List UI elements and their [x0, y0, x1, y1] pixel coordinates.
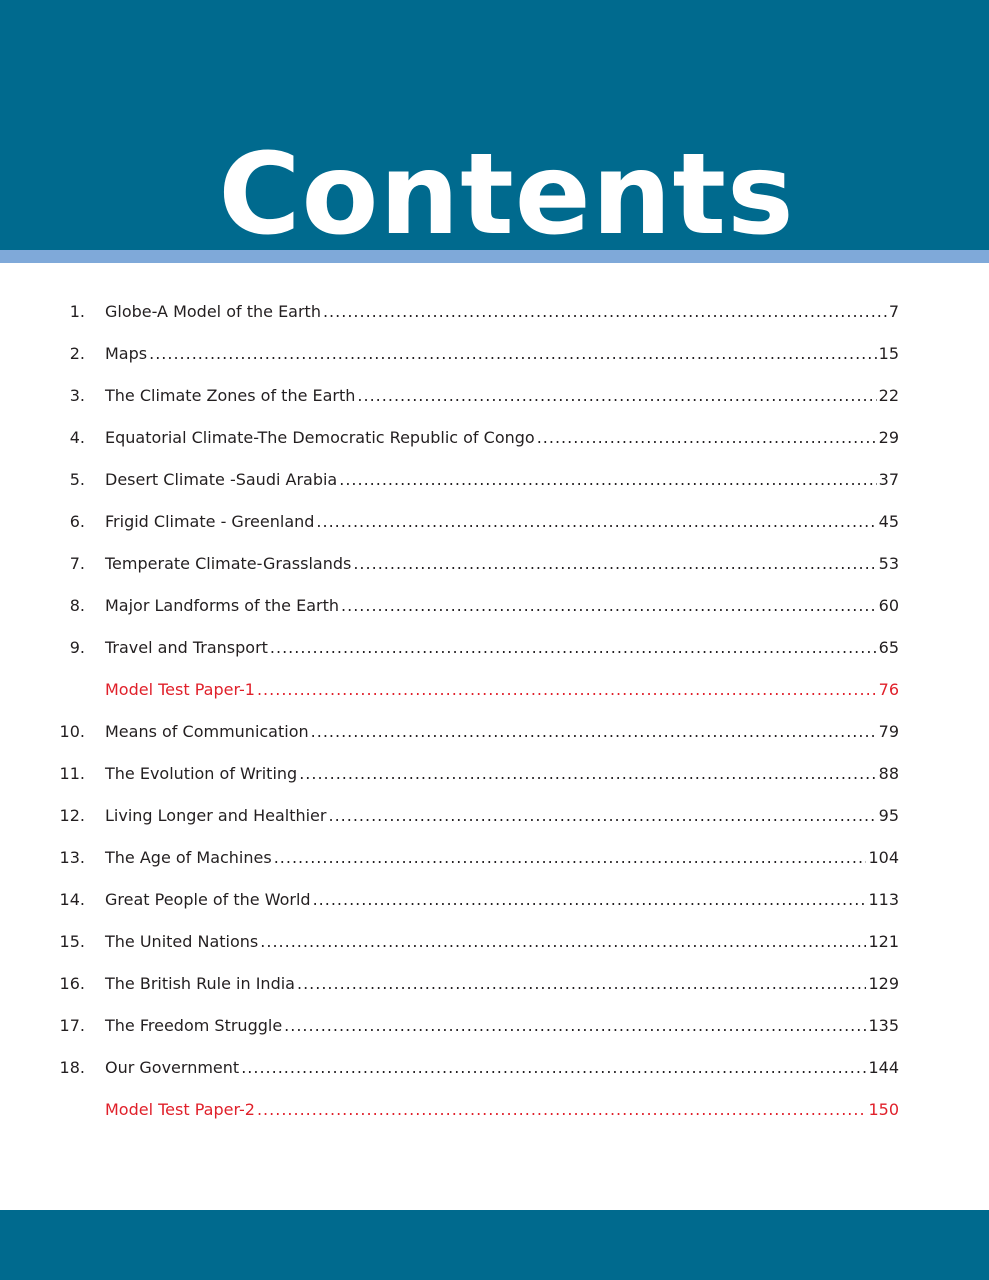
- toc-entry-title: Our Government: [105, 1057, 240, 1077]
- toc-entry-number: 1.: [69, 301, 85, 321]
- toc-entry-number: 10.: [59, 721, 85, 741]
- toc-entry-body: [105, 512, 899, 531]
- dot-leader: [299, 764, 876, 783]
- dot-leader: [241, 1058, 866, 1077]
- toc-entry-number: 18.: [59, 1057, 85, 1077]
- toc-entry[interactable]: [0, 584, 989, 626]
- toc-entry-title: Living Longer and Healthier: [105, 805, 327, 825]
- dot-leader: [316, 512, 876, 531]
- toc-entry-number: 11.: [59, 763, 85, 783]
- toc-entry-body: [105, 302, 899, 321]
- toc-entry[interactable]: [0, 878, 989, 920]
- toc-entry[interactable]: [0, 374, 989, 416]
- toc-entry[interactable]: [0, 962, 989, 1004]
- dot-leader: [353, 554, 876, 573]
- dot-leader: [323, 302, 887, 321]
- toc-entry-number: 6.: [69, 511, 85, 531]
- footer-band: [0, 1210, 989, 1280]
- toc-entry-page: 22: [878, 385, 899, 405]
- toc-entry-page: 37: [878, 469, 899, 489]
- toc-entry-body: [105, 806, 899, 825]
- dot-leader: [260, 932, 866, 951]
- dot-leader: [257, 1100, 866, 1119]
- toc-entry-body: [105, 764, 899, 783]
- toc-test-entry[interactable]: [0, 1088, 989, 1130]
- dot-leader: [357, 386, 876, 405]
- toc-entry-page: 45: [878, 511, 899, 531]
- toc-entry-title: Frigid Climate - Greenland: [105, 511, 315, 531]
- toc-entry[interactable]: [0, 836, 989, 878]
- toc-entry-title: Model Test Paper-1: [105, 679, 255, 699]
- toc-entry-body: [105, 596, 899, 615]
- toc-entry-body: [105, 1100, 899, 1119]
- toc-entry-page: 135: [868, 1015, 899, 1035]
- toc-entry-number: 12.: [59, 805, 85, 825]
- toc-entry-page: 113: [868, 889, 899, 909]
- toc-entry-number: 14.: [59, 889, 85, 909]
- dot-leader: [297, 974, 866, 993]
- toc-entry-page: 121: [868, 931, 899, 951]
- toc-test-entry[interactable]: [0, 668, 989, 710]
- toc-entry-title: Desert Climate -Saudi Arabia: [105, 469, 338, 489]
- toc-entry-body: [105, 848, 899, 867]
- toc-entry-title: The United Nations: [105, 931, 259, 951]
- toc-entry-title: Model Test Paper-2: [105, 1099, 255, 1119]
- toc-entry[interactable]: [0, 710, 989, 752]
- toc-entry-body: [105, 932, 899, 951]
- toc-entry-title: Equatorial Climate-The Democratic Republic of Congo: [105, 427, 535, 447]
- toc-entry-number: 17.: [59, 1015, 85, 1035]
- toc-entry[interactable]: [0, 290, 989, 332]
- toc-entry-page: 79: [878, 721, 899, 741]
- dot-leader: [311, 722, 877, 741]
- toc-entry-title: Major Landforms of the Earth: [105, 595, 340, 615]
- toc-entry-title: The British Rule in India: [105, 973, 295, 993]
- toc-entry-page: 29: [878, 427, 899, 447]
- toc-entry-number: 5.: [69, 469, 85, 489]
- toc-entry-title: The Age of Machines: [105, 847, 272, 867]
- dot-leader: [284, 1016, 866, 1035]
- dot-leader: [270, 638, 877, 657]
- toc-entry-body: [105, 428, 899, 447]
- page-title: Contents: [218, 130, 795, 260]
- toc-entry-number: 15.: [59, 931, 85, 951]
- toc-entry-number: 3.: [69, 385, 85, 405]
- table-of-contents: [0, 290, 989, 1130]
- toc-entry-body: [105, 344, 899, 363]
- toc-entry[interactable]: [0, 458, 989, 500]
- toc-entry[interactable]: [0, 416, 989, 458]
- toc-entry-body: [105, 470, 899, 489]
- toc-entry[interactable]: [0, 542, 989, 584]
- dot-leader: [149, 344, 877, 363]
- toc-entry[interactable]: [0, 794, 989, 836]
- toc-entry-page: 88: [878, 763, 899, 783]
- toc-entry-body: [105, 974, 899, 993]
- dot-leader: [339, 470, 876, 489]
- toc-entry[interactable]: [0, 500, 989, 542]
- dot-leader: [313, 890, 867, 909]
- dot-leader: [537, 428, 877, 447]
- toc-entry-title: The Evolution of Writing: [105, 763, 298, 783]
- toc-entry-page: 7: [888, 301, 899, 321]
- toc-entry-number: 13.: [59, 847, 85, 867]
- toc-entry[interactable]: [0, 920, 989, 962]
- toc-entry-body: [105, 680, 899, 699]
- dot-leader: [274, 848, 867, 867]
- toc-entry[interactable]: [0, 626, 989, 668]
- toc-entry-number: 8.: [69, 595, 85, 615]
- toc-entry-body: [105, 554, 899, 573]
- toc-entry[interactable]: [0, 332, 989, 374]
- toc-entry-title: The Freedom Struggle: [105, 1015, 283, 1035]
- toc-entry-page: 53: [878, 553, 899, 573]
- toc-entry-number: 9.: [69, 637, 85, 657]
- toc-entry-body: [105, 1058, 899, 1077]
- toc-entry-title: The Climate Zones of the Earth: [105, 385, 356, 405]
- toc-entry[interactable]: [0, 1004, 989, 1046]
- dot-leader: [257, 680, 877, 699]
- toc-entry-body: [105, 638, 899, 657]
- toc-entry-page: 60: [878, 595, 899, 615]
- toc-entry-page: 129: [868, 973, 899, 993]
- toc-entry-body: [105, 386, 899, 405]
- toc-entry-title: Travel and Transport: [105, 637, 268, 657]
- toc-entry-number: 4.: [69, 427, 85, 447]
- toc-entry-title: Maps: [105, 343, 148, 363]
- toc-entry-page: 65: [878, 637, 899, 657]
- toc-entry-page: 15: [878, 343, 899, 363]
- toc-entry-title: Temperate Climate-Grasslands: [105, 553, 352, 573]
- toc-entry-page: 95: [878, 805, 899, 825]
- toc-entry-body: [105, 1016, 899, 1035]
- toc-entry-page: 150: [868, 1099, 899, 1119]
- toc-entry-page: 76: [878, 679, 899, 699]
- toc-entry-page: 104: [868, 847, 899, 867]
- toc-entry-body: [105, 890, 899, 909]
- toc-entry-body: [105, 722, 899, 741]
- toc-entry-number: 7.: [69, 553, 85, 573]
- toc-entry-title: Globe-A Model of the Earth: [105, 301, 321, 321]
- dot-leader: [328, 806, 876, 825]
- toc-entry-number: 2.: [69, 343, 85, 363]
- dot-leader: [341, 596, 877, 615]
- toc-entry-number: 16.: [59, 973, 85, 993]
- toc-entry-title: Great People of the World: [105, 889, 311, 909]
- toc-entry[interactable]: [0, 752, 989, 794]
- toc-entry-title: Means of Communication: [105, 721, 309, 741]
- toc-entry-page: 144: [868, 1057, 899, 1077]
- toc-entry[interactable]: [0, 1046, 989, 1088]
